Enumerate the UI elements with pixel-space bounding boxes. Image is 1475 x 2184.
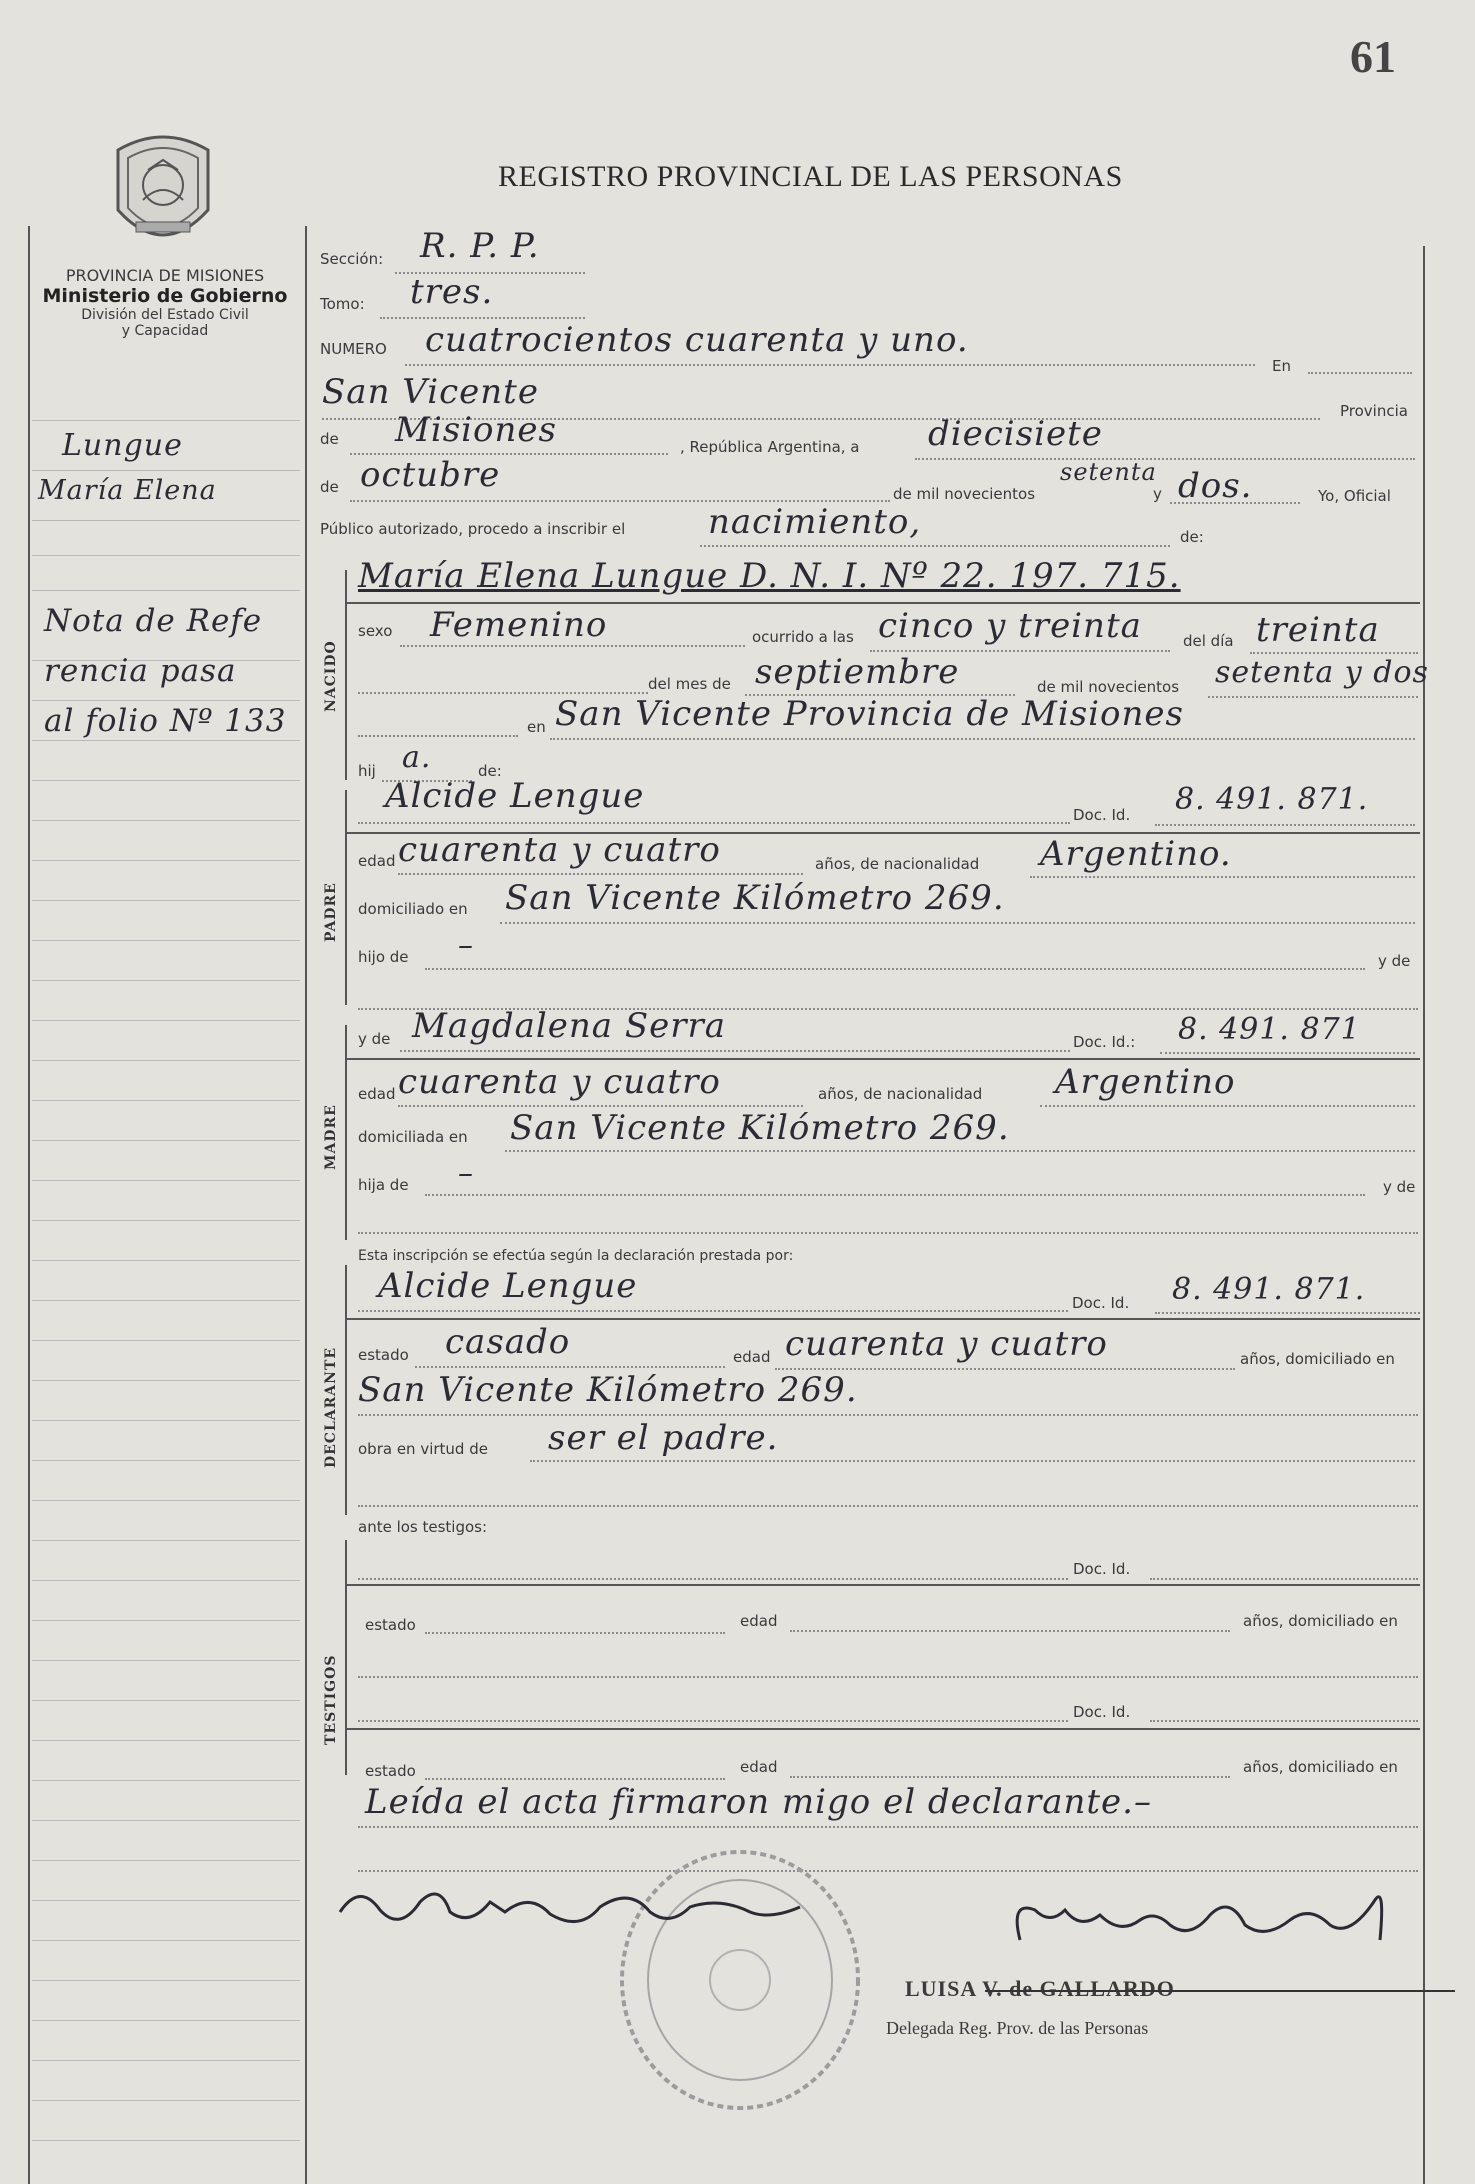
official-name-strike — [985, 1990, 1455, 1992]
madre-nombre-value: Magdalena Serra — [412, 1006, 727, 1046]
declarante-estado-value: casado — [445, 1322, 571, 1362]
provincial-seal-icon — [108, 130, 218, 260]
declarante-obra-line — [530, 1460, 1415, 1462]
padre-nombre-value: Alcide Lengue — [385, 776, 645, 816]
declarante-intro: Esta inscripción se efectúa según la declaración prestada por: — [358, 1248, 794, 1264]
en-line — [1308, 372, 1412, 374]
margin-left-border — [28, 226, 30, 2184]
testigo1-anios-label: años, domiciliado en — [1243, 1612, 1398, 1630]
testigos-section-label: TESTIGOS — [323, 1654, 339, 1745]
declarante-nombre-line — [358, 1310, 1068, 1312]
localidad-value: San Vicente — [322, 372, 539, 412]
testigo2-doc-line — [1150, 1720, 1418, 1722]
del-dia-label: del día — [1183, 632, 1234, 650]
nacido-dia-value: treinta — [1256, 610, 1380, 650]
madre-edad-value: cuarenta y cuatro — [398, 1062, 721, 1102]
declarante-nombre-value: Alcide Lengue — [378, 1266, 638, 1306]
testigo2-edad-label: edad — [740, 1758, 778, 1776]
declarante-doc-label: Doc. Id. — [1072, 1294, 1130, 1312]
seccion-label: Sección: — [320, 250, 384, 268]
declarante-obra-value: ser el padre. — [548, 1418, 779, 1458]
madre-nac-label: años, de nacionalidad — [818, 1085, 983, 1103]
oficial-label: Yo, Oficial — [1318, 487, 1391, 505]
tomo-line — [380, 317, 585, 319]
declarante-doc-line — [1155, 1312, 1420, 1314]
nacido-anio-line — [1208, 696, 1418, 698]
nacido-lugar-line — [550, 738, 1415, 740]
madre-nac-value: Argentino — [1055, 1062, 1236, 1102]
acto-value: nacimiento, — [708, 502, 922, 542]
org-division-2: y Capacidad — [121, 323, 209, 339]
testigo2-estado-line — [425, 1778, 725, 1780]
testigos-mid-rule — [345, 1728, 1420, 1730]
padre-edad-label: edad — [358, 852, 396, 870]
de-label-3: de: — [1180, 528, 1204, 546]
declarante-obra-label: obra en virtud de — [358, 1440, 488, 1458]
numero-label: NUMERO — [320, 340, 387, 358]
madre-y-de-label-2: y de — [1383, 1178, 1416, 1196]
org-province: PROVINCIA DE MISIONES — [65, 266, 265, 285]
declarante-left-border — [345, 1265, 347, 1515]
declarante-edad-label: edad — [733, 1348, 771, 1366]
provincia-value: Misiones — [395, 410, 557, 450]
margin-surname: Lungue — [62, 428, 183, 463]
publico-label: Público autorizado, procedo a inscribir el — [320, 520, 626, 538]
testigo1-edad-label: edad — [740, 1612, 778, 1630]
padre-left-border — [345, 790, 347, 1005]
nacido-lugar-value: San Vicente Provincia de Misiones — [555, 694, 1184, 734]
testigos-ante-label: ante los testigos: — [358, 1518, 488, 1536]
declarante-section-label: DECLARANTE — [323, 1346, 339, 1468]
testigo2-anios-label: años, domiciliado en — [1243, 1758, 1398, 1776]
org-ministry: Ministerio de Gobierno — [42, 285, 288, 307]
declarante-edad-value: cuarenta y cuatro — [785, 1324, 1108, 1364]
madre-edad-line — [398, 1105, 803, 1107]
tomo-label: Tomo: — [320, 295, 365, 313]
testigos-left-border — [345, 1540, 347, 1775]
padre-dom-label: domiciliado en — [358, 900, 468, 918]
hora-value: cinco y treinta — [878, 606, 1142, 646]
en-label: En — [1272, 357, 1291, 375]
main-right-border — [1423, 246, 1425, 2184]
padre-dom-value: San Vicente Kilómetro 269. — [505, 878, 1005, 918]
padre-nac-value: Argentino. — [1040, 834, 1232, 874]
testigos-top-rule — [345, 1584, 1420, 1586]
anio-value: setenta — [1060, 458, 1157, 486]
madre-dom-label: domiciliada en — [358, 1128, 468, 1146]
nacido-de-label: de: — [478, 762, 502, 780]
official-title: Delegada Reg. Prov. de las Personas — [886, 2018, 1149, 2038]
hij-value: a. — [402, 740, 432, 775]
seccion-value: R. P. P. — [420, 226, 540, 266]
madre-dom-value: San Vicente Kilómetro 269. — [510, 1108, 1010, 1148]
dia-value: diecisiete — [928, 414, 1103, 454]
padre-doc-label: Doc. Id. — [1073, 806, 1131, 824]
testigo1-edad-line — [790, 1630, 1230, 1632]
nacido-nombre-value: María Elena Lungue D. N. I. Nº 22. 197. 715. — [358, 556, 1181, 596]
padre-hijo-de-value: – — [458, 928, 474, 963]
declarante-estado-label: estado — [358, 1346, 409, 1364]
testigo1-nombre-line — [358, 1578, 1068, 1580]
nacido-section-label: NACIDO — [323, 640, 339, 712]
testigo2-nombre-line — [358, 1720, 1068, 1722]
declarante-anios-label: años, domiciliado en — [1240, 1350, 1395, 1368]
de-label-2: de — [320, 478, 339, 496]
madre-hija-de-label: hija de — [358, 1176, 409, 1194]
de-label: de — [320, 430, 339, 448]
padre-y-de-label: y de — [1378, 952, 1411, 970]
padre-nac-label: años, de nacionalidad — [815, 855, 980, 873]
declarante-dom-line — [358, 1414, 1418, 1416]
declarante-estado-line — [415, 1366, 725, 1368]
sexo-label: sexo — [358, 622, 393, 640]
madre-y-de-label: y de — [358, 1030, 391, 1048]
madre-top-rule — [345, 1058, 1420, 1060]
declarante-signature — [330, 1872, 810, 1942]
madre-hija-de-value: – — [458, 1156, 474, 1191]
anio2-value: dos. — [1178, 466, 1253, 506]
declarante-dom-value: San Vicente Kilómetro 269. — [358, 1370, 858, 1410]
dia-line — [915, 458, 1415, 460]
testigo1-doc-label: Doc. Id. — [1073, 1560, 1131, 1578]
padre-doc-value: 8. 491. 871. — [1175, 782, 1369, 817]
mil-label: de mil novecientos — [893, 485, 1036, 503]
official-name: LUISA V. de GALLARDO — [905, 1976, 1175, 2001]
declarante-doc-value: 8. 491. 871. — [1172, 1272, 1366, 1307]
org-division: División del Estado Civil — [81, 307, 249, 323]
margin-note-line3: al folio Nº 133 — [44, 703, 287, 739]
page-number: 61 — [1350, 31, 1396, 82]
provincia-label: Provincia — [1340, 402, 1408, 420]
nacido-top-rule — [345, 602, 1420, 604]
madre-section-label: MADRE — [323, 1104, 339, 1170]
testigo1-estado-label: estado — [365, 1616, 416, 1634]
nacido-anio-value: setenta y dos — [1215, 655, 1429, 690]
madre-nac-line — [1040, 1105, 1415, 1107]
margin-right-border — [305, 226, 307, 2184]
document-title: REGISTRO PROVINCIAL DE LAS PERSONAS — [498, 160, 1123, 193]
madre-dom-line — [505, 1150, 1415, 1152]
madre-hija-de-line — [425, 1194, 1365, 1196]
nacido-dia-line — [1250, 652, 1418, 654]
padre-hijo-de-label: hijo de — [358, 948, 409, 966]
mes-label: del mes de — [648, 675, 731, 693]
margin-note-line1: Nota de Refe — [44, 603, 263, 639]
madre-doc-line — [1160, 1052, 1415, 1054]
testigo2-doc-label: Doc. Id. — [1073, 1703, 1131, 1721]
numero-line — [405, 364, 1255, 366]
sexo-value: Femenino — [430, 605, 608, 645]
acto-line — [700, 545, 1170, 547]
padre-section-label: PADRE — [323, 882, 339, 942]
nacido-mes-value: septiembre — [755, 652, 960, 692]
madre-blank-line — [358, 1232, 1418, 1234]
padre-hijo-de-line — [425, 968, 1365, 970]
padre-doc-line — [1155, 824, 1415, 826]
padre-edad-value: cuarenta y cuatro — [398, 830, 721, 870]
blank-line-2 — [358, 735, 518, 737]
y-label: y — [1153, 485, 1162, 503]
closing-statement: Leída el acta firmaron migo el declarante.– — [365, 1782, 1152, 1822]
ocurrido-label: ocurrido a las — [752, 628, 854, 646]
sexo-line — [400, 645, 745, 647]
nacido-mil-label: de mil novecientos — [1037, 678, 1180, 696]
testigo1-estado-line — [425, 1632, 725, 1634]
testigo1-dom-line — [358, 1676, 1418, 1678]
margin-given-names: María Elena — [38, 475, 217, 506]
republica-label: , República Argentina, a — [680, 438, 860, 456]
testigo2-edad-line — [790, 1776, 1230, 1778]
padre-nombre-line — [358, 822, 1070, 824]
madre-doc-value: 8. 491. 871 — [1178, 1012, 1361, 1047]
testigo1-doc-line — [1150, 1578, 1418, 1580]
declarante-blank-line — [358, 1505, 1418, 1507]
declarante-top-rule — [345, 1318, 1420, 1320]
testigo2-estado-label: estado — [365, 1762, 416, 1780]
madre-nombre-line — [400, 1050, 1070, 1052]
nacido-en-label: en — [527, 718, 546, 736]
madre-doc-label: Doc. Id.: — [1073, 1033, 1136, 1051]
margin-note-line2: rencia pasa — [44, 653, 237, 689]
padre-edad-line — [398, 873, 803, 875]
padre-dom-line — [500, 922, 1415, 924]
mes-value: octubre — [360, 455, 501, 495]
madre-edad-label: edad — [358, 1085, 396, 1103]
closing-line — [358, 1826, 1418, 1828]
padre-nac-line — [1030, 876, 1415, 878]
tomo-value: tres. — [410, 272, 494, 312]
anio2-line — [1170, 502, 1300, 504]
hij-label: hij — [358, 762, 376, 780]
numero-value: cuatrocientos cuarenta y uno. — [425, 320, 969, 360]
official-signature — [990, 1880, 1410, 1960]
